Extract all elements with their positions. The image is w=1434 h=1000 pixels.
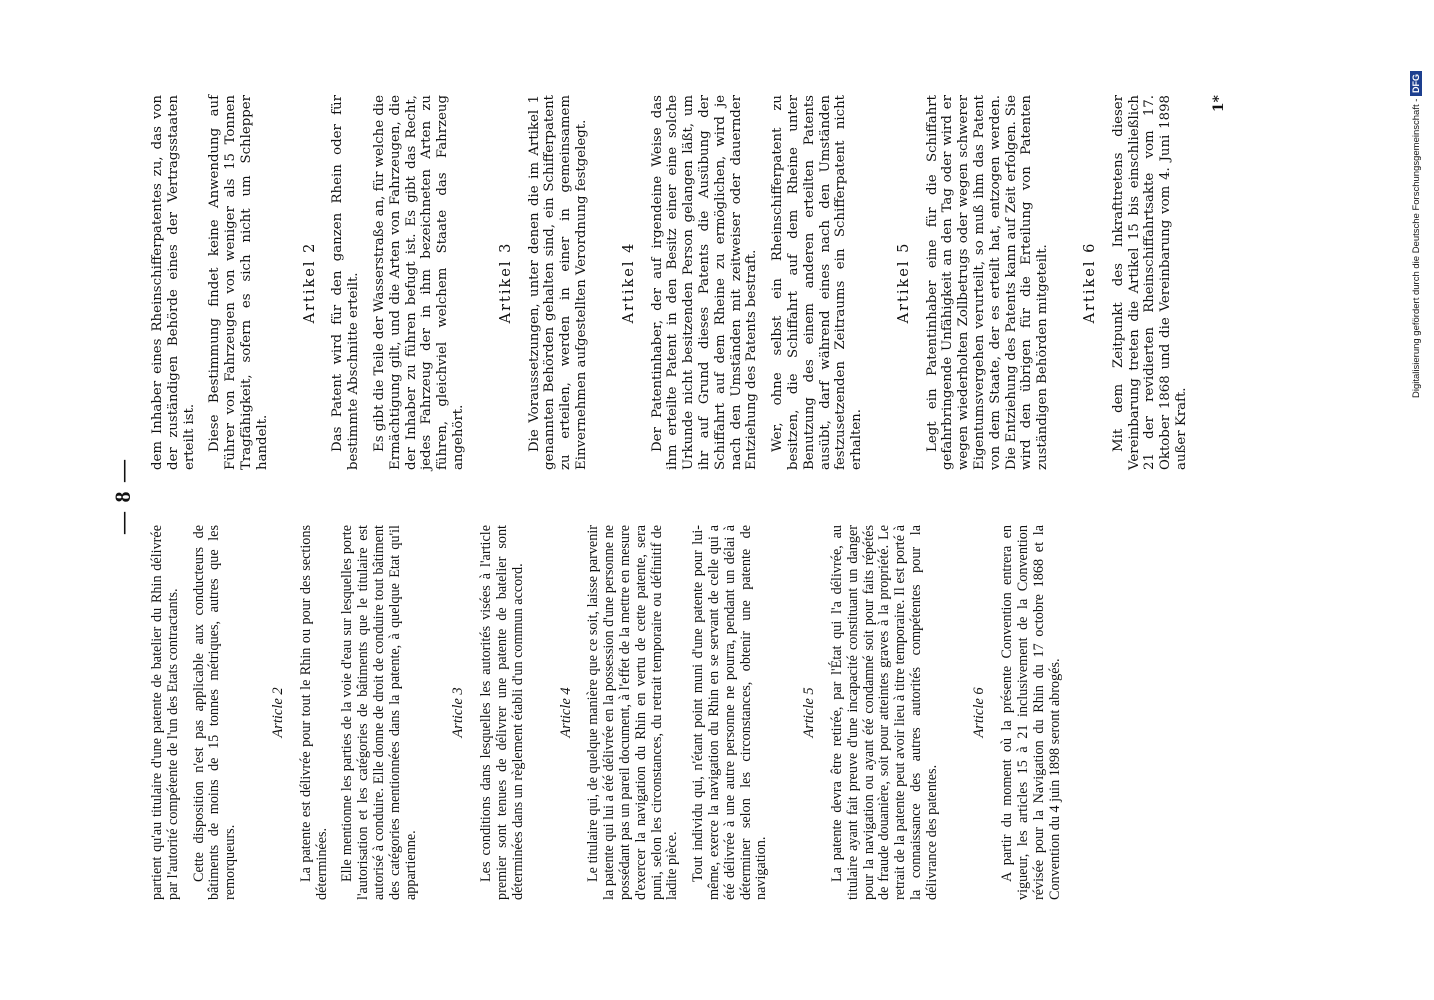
de-article-2-p1: Das Patent wird für den ganzen Rhein oder für bestimmte Abschnitte erteilt. [330, 95, 362, 470]
fr-intro-continuation: partient qu'au titulaire d'une patente de batelier du Rhin délivrée par l'autorité compétente de l'un des Etats contractants. [149, 525, 181, 900]
fr-article-5-heading: Article 5 [801, 687, 818, 738]
fr-article-3-p1: Les conditions dans lesquelles les autorités visées à l'article premier sont tenues de délivrer une patente de batelier sont déterminées dans un règlement établi d'un commun accord. [478, 525, 526, 900]
de-article-6-heading: Artikel 6 [1082, 241, 1099, 324]
fr-article-4-p2: Tout individu qui, n'étant point muni d'une patente pour lui-même, exerce la navigation du Rhin en se servant de celle qui a été délivrée à une autre personne ne pourra, pendant un délai à déterminer selon les circonstances, obtenir une patente de navigation. [690, 525, 770, 900]
signature-mark: 1* [1210, 95, 1227, 113]
fr-article-5-p1: La patente devra être retirée, par l'État qui l'a délivrée, au titulaire ayant fait preuve d'une incapacité constituant un danger pour la navigation ou ayant été condamné soit pour faits répétés de fraude douanière, soit pour atteintes graves à la propriété. Le retrait de la patente peut avoir lieu à titre temporaire. Il est porté à la connaissance des autres autorités compétentes pour la délivrance des patentes. [828, 525, 940, 900]
de-article-4-p1: Der Patentinhaber, der auf irgendeine Weise das ihm erteilte Patent in den Besitz einer eine solche Urkunde nicht besitzenden Person gelangen läßt, um ihr auf Grund dieses Patents die Ausübung der Schiffahrt auf dem Rheine zu ermöglichen, wird je nach den Umständen mit zeitweiser oder dauernder Entziehung des Patents bestraft. [649, 95, 760, 470]
fr-article-6-heading: Article 6 [971, 687, 988, 738]
de-article-5-heading: Artikel 5 [895, 241, 912, 324]
digitization-note [1406, 8, 1428, 398]
de-article-2-heading: Artikel 2 [301, 241, 318, 324]
de-article-6-p1: Mit dem Zeitpunkt des Inkrafttretens dieser Vereinbarung treten die Artikel 15 bis einschließlich 21 der revidierten Rheinschiffahrtsakte vom 17. Oktober 1868 und die Vereinbarung vom 4. Juni 1898 außer Kraft. [1110, 95, 1190, 470]
digitization-sidebar [1406, 8, 1428, 398]
fr-article-3-heading: Article 3 [450, 687, 467, 738]
de-article-2-p2: Es gibt die Teile der Wasserstraße an, für welche die Ermächtigung gilt, und die Arten von Fahrzeugen, die der Inhaber zu führen befugt ist. Es gibt das Recht, jedes Fahrzeug der in ihm bezeichneten Arten zu führen, gleichviel welchem Staate das Fahrzeug angehört. [371, 95, 466, 470]
fr-intro-paragraph: Cette disposition n'est pas applicable aux conducteurs de bâtiments de moins de 15 tonnes métriques, autres que les remorqueurs. [190, 525, 239, 900]
page-number: — 8 — [110, 458, 135, 534]
german-column [150, 95, 1228, 470]
fr-article-4-heading: Article 4 [557, 687, 574, 738]
de-article-3-p1: Die Voraussetzungen, unter denen die im Artikel 1 genannten Behörden gehalten sind, ein Schifferpatent zu erteilen, werden in einer in gemeinsamem Einvernehmen aufgestellten Verordnung festgelegt. [526, 95, 589, 470]
fr-article-2-p1: La patente est délivrée pour tout le Rhin ou pour des sections déterminées. [297, 525, 330, 900]
fr-article-6-p1: A partir du moment où la présente Convention entrera en vigueur, les articles 15 à 21 inclusivement de la Convention révisée pour la Navigation du Rhin du 17 octobre 1868 et la Convention du 4 juin 1898 seront abrogés. [999, 525, 1063, 900]
dfg-logo: DFG [1410, 71, 1422, 96]
french-column [150, 525, 1073, 900]
fr-article-2-heading: Article 2 [269, 687, 286, 738]
fr-article-4-p1: Le titulaire qui, de quelque manière que ce soit, laisse parvenir la patente qui lui a été délivrée en la possession d'une personne ne possédant pas un pareil document, à l'effet de la mettre en mesure d'exercer la navigation du Rhin en vertu de cette patente, sera puni, selon les circonstances, du retrait temporaire ou définitif de ladite pièce. [585, 525, 681, 900]
de-article-4-heading: Artikel 4 [620, 241, 637, 324]
fr-article-2-p2: Elle mentionne les parties de la voie d'eau sur lesquelles porte l'autorisation et les catégories de bâtiments que le titulaire est autorisé à conduire. Elle donne de droit de conduire tout bâtiment des catégories mentionnées dans la patente, à quelque Etat qu'il appartienne. [339, 525, 419, 900]
de-article-4-p2: Wer, ohne selbst ein Rheinschifferpatent zu besitzen, die Schiffahrt auf dem Rheine unter Benutzung des einem anderen erteilten Patents ausübt, darf während eines nach den Umständen festzusetzenden Zeitraums ein Schifferpatent nicht erhalten. [770, 95, 865, 470]
de-article-5-p1: Legt ein Patentinhaber eine für die Schiffahrt gefahrbringende Unfähigkeit an den Tag oder wird er wegen wiederholten Zollbetrugs oder wegen schwerer Eigentumsvergehen verurteilt, so muß ihm das Patent von dem Staate, der es erteilt hat, entzogen werden. Die Entziehung des Patents kann auf Zeit erfolgen. Sie wird den übrigen für die Erteilung von Patenten zuständigen Behörden mitgeteilt. [924, 95, 1051, 470]
de-article-3-heading: Artikel 3 [497, 241, 514, 324]
rotated-page-content [110, 92, 1240, 900]
de-intro-paragraph: Diese Bestimmung findet keine Anwendung auf Führer von Fahrzeugen von weniger als 15 Tonnen Tragfähigkeit, sofern es sich nicht um Schlepper handelt. [207, 95, 270, 470]
de-intro-continuation: dem Inhaber eines Rheinschifferpatentes zu, das von der zuständigen Behörde eines der Vertragsstaaten erteilt ist. [150, 95, 197, 470]
digitization-text: Digitalisierung gefördert durch die Deutsche Forschungsgemeinschaft - [1411, 95, 1422, 398]
